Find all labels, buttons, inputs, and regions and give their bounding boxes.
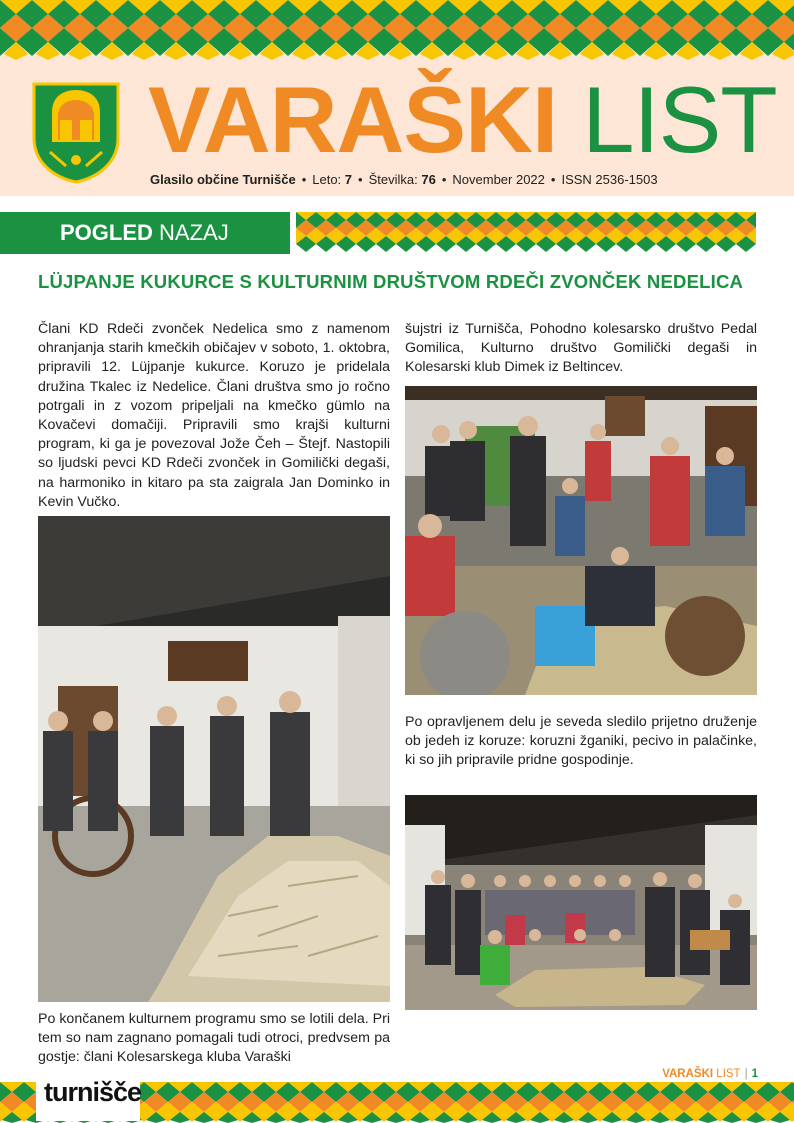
article-paragraph-1: Člani KD Rdeči zvonček Nedelica smo z namenom ohranjanja starih kmečkih običajev v soboto, 1. oktobra, pripravili 12. Lüjpanje kukurce. Koruzo je pridelala družina Tkalec iz Nedelice. Člani društva smo jo ročno potrgali in z vozom pripeljali na kmečko gümlo na Kovačevi domačiji. Pripravili smo krajši kulturni program, ki ga je povezoval Jože Čeh – Štejf. Nastopili so ljudski pevci KD Rdeči zvonček in Gomilički degaši, na harmoniko in kitaro pa sta zaigrala Jan Dominko in Kevin Vučko. bbox=[38, 321, 390, 510]
article-paragraph-4: Po opravljenem delu je seveda sledilo prijetno druženje ob jedeh iz koruze: koruzni žganiki, pecivo in palačinke, ki so jih pripravile pridne gospodinje. bbox=[405, 714, 757, 769]
masthead-title-part1: VARAŠKI bbox=[148, 67, 558, 172]
masthead-subline: Glasilo občine Turnišče • Leto: 7 • Številka: 76 • November 2022 • ISSN 2536-1503 bbox=[150, 172, 658, 187]
year-label: Leto: bbox=[312, 172, 342, 187]
footer-paper-name-part1: VARAŠKI bbox=[662, 1068, 714, 1080]
year-value: 7 bbox=[344, 172, 353, 187]
photo-corn-husking bbox=[405, 386, 757, 695]
masthead-title bbox=[148, 67, 777, 172]
article-headline: LÜJPANJE KUKURCE S KULTURNIM DRUŠTVOM RDEČI ZVONČEK NEDELICA bbox=[38, 271, 744, 292]
turnisce-logo-icon bbox=[36, 1075, 140, 1121]
publisher-name: Glasilo občine Turnišče bbox=[150, 172, 296, 187]
photo-folk-singers bbox=[38, 516, 390, 1002]
municipal-crest-icon bbox=[30, 80, 122, 184]
issue-value: 76 bbox=[421, 172, 436, 187]
section-zigzag-border bbox=[296, 212, 756, 254]
issue-label: Številka: bbox=[368, 172, 418, 187]
masthead-title-part2: LIST bbox=[582, 67, 777, 172]
section-heading-part1: POGLED bbox=[60, 220, 153, 245]
top-zigzag-border bbox=[0, 0, 794, 60]
page-number: 1 bbox=[751, 1068, 758, 1080]
footer-logo-text: turnišče bbox=[44, 1077, 142, 1107]
page-footer-reference: VARAŠKI LIST | 1 bbox=[662, 1068, 758, 1080]
article-paragraph-3: šujstri iz Turnišča, Pohodno kolesarsko društvo Pedal Gomilica, Kulturno društvo Gomilički degaši in Kolesarski klub Dimek iz Beltincev. bbox=[405, 321, 757, 376]
section-heading-part2: NAZAJ bbox=[159, 220, 229, 245]
issue-date: November 2022 bbox=[452, 172, 545, 187]
footer-paper-name-part2: LIST bbox=[716, 1068, 741, 1080]
section-heading bbox=[0, 212, 290, 254]
article-paragraph-2: Po končanem kulturnem programu smo se lotili dela. Pri tem so nam zagnano pomagali tudi otroci, predvsem pa gostje: člani Kolesarskega kluba Varaški bbox=[38, 1011, 390, 1066]
issn: ISSN 2536-1503 bbox=[561, 172, 658, 187]
photo-group bbox=[405, 795, 757, 1010]
